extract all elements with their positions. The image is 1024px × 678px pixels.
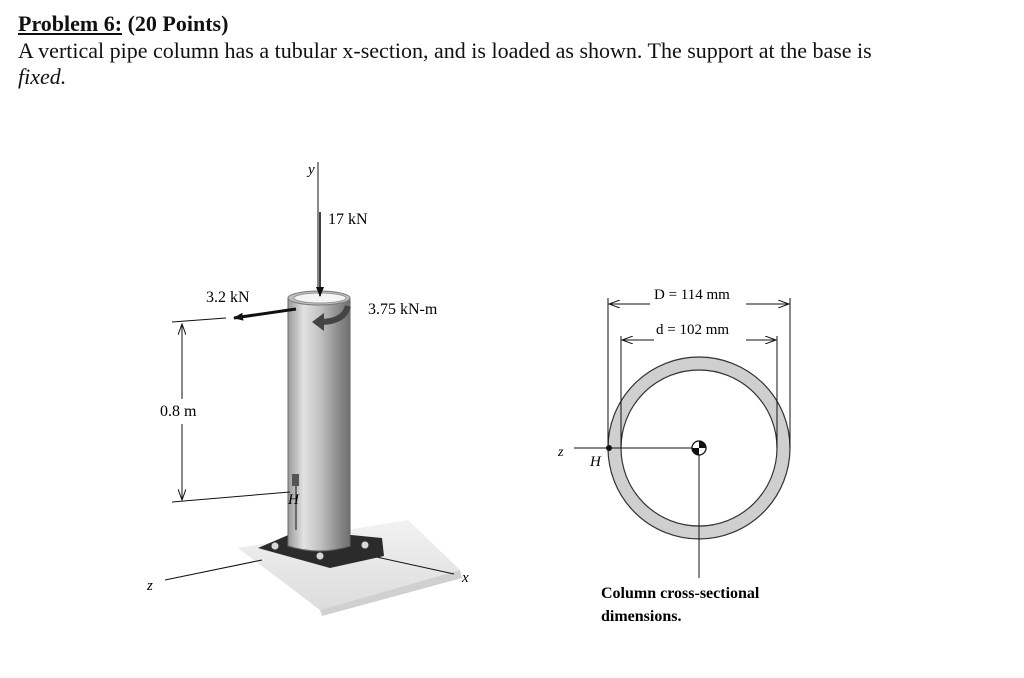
column-figure	[146, 162, 469, 616]
z-axis-label: z	[147, 578, 153, 594]
caption-line2: dimensions.	[601, 608, 682, 625]
x-axis-label: x	[462, 570, 469, 586]
anchor-bolt	[316, 552, 324, 560]
anchor-bolt	[271, 542, 279, 550]
height-dim-bottom-ext	[172, 492, 290, 502]
height-dim-top-ext	[172, 318, 226, 322]
height-dim-label: 0.8 m	[160, 403, 197, 420]
vertical-load-label: 17 kN	[328, 211, 368, 228]
horizontal-load-label: 3.2 kN	[206, 289, 250, 306]
centroid-icon	[692, 441, 706, 455]
cross-section-figure	[557, 287, 790, 625]
y-axis-label: y	[308, 162, 315, 178]
problem-number: Problem 6:	[18, 11, 123, 36]
section-point-h-label: H	[590, 454, 601, 470]
z-axis-line	[165, 560, 262, 580]
outer-diameter-label: D = 114 mm	[654, 287, 730, 303]
section-point-h	[606, 445, 612, 451]
point-h-marker	[292, 474, 299, 486]
pipe-body	[288, 298, 350, 551]
caption-line1: Column cross-sectional	[601, 585, 760, 602]
anchor-bolt	[361, 541, 369, 549]
section-z-label: z	[558, 445, 564, 460]
statement-fixed: fixed.	[18, 64, 67, 89]
problem-points: (20 Points)	[127, 11, 229, 36]
statement-text: A vertical pipe column has a tubular x-section, and is loaded as shown. The support at the base is	[18, 38, 872, 63]
point-h-label: H	[288, 492, 299, 508]
moment-label: 3.75 kN-m	[368, 301, 438, 318]
horizontal-load-arrow	[234, 309, 296, 318]
inner-diameter-label: d = 102 mm	[656, 322, 730, 338]
